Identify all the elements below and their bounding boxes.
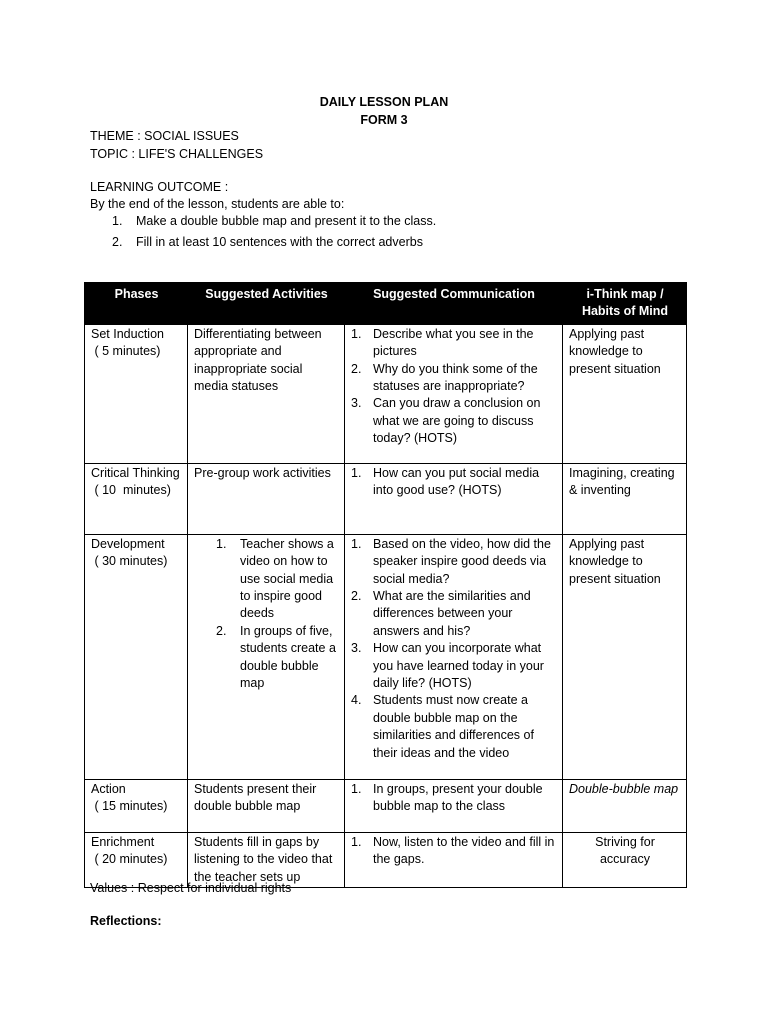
outcome-item <box>112 212 436 230</box>
communication-cell <box>345 832 563 887</box>
phase-name: Action <box>91 781 126 796</box>
phase-name: Enrichment <box>91 834 155 849</box>
values-line: Values : Respect for individual rights <box>90 881 292 895</box>
phase-cell <box>85 779 188 832</box>
table-row <box>85 534 687 779</box>
list-item <box>194 623 339 693</box>
header-activities: Suggested Activities <box>188 283 345 325</box>
phase-cell <box>85 534 188 779</box>
header-phases: Phases <box>85 283 188 325</box>
learning-outcome-intro: By the end of the lesson, students are able to: <box>90 197 345 211</box>
list-item <box>351 395 557 447</box>
list-number: 4. <box>351 693 362 708</box>
list-text: Can you draw a conclusion on what we are going to discuss today? (HOTS) <box>373 396 541 446</box>
list-item <box>194 536 339 623</box>
list-text: In groups of five, students create a double bubble map <box>240 623 336 691</box>
activities-cell: Pre-group work activities <box>188 463 345 534</box>
outcome-item <box>112 233 423 251</box>
list-text: How can you incorporate what you have learned today in your daily life? (HOTS) <box>373 641 544 691</box>
list-number: 2. <box>216 623 227 638</box>
list-number: 3. <box>351 641 362 656</box>
topic-line: TOPIC : LIFE'S CHALLENGES <box>90 147 264 161</box>
phase-duration: ( 15 minutes) <box>91 799 168 814</box>
list-number: 1. <box>351 465 362 480</box>
communication-list <box>351 781 557 816</box>
communication-cell <box>345 779 563 832</box>
list-text: Why do you think some of the statuses are inappropriate? <box>373 361 538 394</box>
map-cell: Double-bubble map <box>563 779 687 832</box>
activities-cell <box>188 534 345 779</box>
outcome-item-text: Fill in at least 10 sentences with the correct adverbs <box>136 235 423 249</box>
map-cell: Applying past knowledge to present situation <box>563 534 687 779</box>
phase-duration: ( 30 minutes) <box>91 554 168 569</box>
phase-duration: ( 10 minutes) <box>91 483 171 498</box>
list-text: Students must now create a double bubble map on the similarities and differences of their ideas and the video <box>373 693 534 760</box>
theme-line: THEME : SOCIAL ISSUES <box>90 129 239 143</box>
list-text: Teacher shows a video on how to use social media to inspire good deeds <box>240 536 334 621</box>
header-communication: Suggested Communication <box>345 283 563 325</box>
communication-list <box>351 834 557 869</box>
phase-name: Development <box>91 536 165 551</box>
list-number: 1. <box>216 536 227 551</box>
table-row <box>85 779 687 832</box>
list-number: 1. <box>351 536 362 551</box>
communication-list <box>351 536 557 762</box>
communication-cell <box>345 324 563 463</box>
list-text: Now, listen to the video and fill in the gaps. <box>373 834 555 867</box>
phase-name: Set Induction <box>91 326 164 341</box>
list-text: Describe what you see in the pictures <box>373 326 534 359</box>
list-item <box>351 640 557 692</box>
list-text: In groups, present your double bubble map to the class <box>373 781 543 814</box>
list-item <box>351 781 557 816</box>
outcome-item-number: 1. <box>112 214 123 228</box>
list-number: 1. <box>351 326 362 341</box>
map-cell: Applying past knowledge to present situation <box>563 324 687 463</box>
outcome-item-text: Make a double bubble map and present it to the class. <box>136 214 437 228</box>
activities-cell: Students present their double bubble map <box>188 779 345 832</box>
list-text: What are the similarities and differences between your answers and his? <box>373 589 531 638</box>
activities-cell: Students fill in gaps by listening to the video that the teacher sets up <box>188 832 345 887</box>
list-item <box>351 536 557 588</box>
communication-list <box>351 326 557 448</box>
communication-cell <box>345 534 563 779</box>
lesson-plan-table <box>84 282 687 888</box>
phase-cell <box>85 324 188 463</box>
reflections-heading: Reflections: <box>90 914 162 928</box>
list-number: 1. <box>351 834 362 849</box>
map-cell: Imagining, creating & inventing <box>563 463 687 534</box>
header-ithink-map: i-Think map / Habits of Mind <box>563 283 687 325</box>
communication-cell <box>345 463 563 534</box>
list-number: 2. <box>351 361 362 376</box>
learning-outcome-heading: LEARNING OUTCOME : <box>90 180 229 194</box>
list-number: 1. <box>351 781 362 796</box>
list-item <box>351 326 557 361</box>
list-text: Based on the video, how did the speaker inspire good deeds via social media? <box>373 536 551 586</box>
phase-duration: ( 20 minutes) <box>91 852 168 867</box>
activities-list <box>194 536 339 693</box>
list-item <box>351 588 557 640</box>
activities-cell: Differentiating between appropriate and inappropriate social media statuses <box>188 324 345 463</box>
map-cell: Striving for accuracy <box>563 832 687 887</box>
document-form: FORM 3 <box>360 113 408 127</box>
table-row <box>85 324 687 463</box>
document-title: DAILY LESSON PLAN <box>319 95 449 109</box>
table-header-row <box>85 283 687 325</box>
table-row <box>85 463 687 534</box>
phase-name: Critical Thinking <box>91 465 180 480</box>
list-text: How can you put social media into good use? (HOTS) <box>373 465 540 498</box>
list-number: 3. <box>351 396 362 411</box>
list-item <box>351 692 557 762</box>
list-number: 2. <box>351 589 362 604</box>
phase-duration: ( 5 minutes) <box>91 344 161 359</box>
outcome-item-number: 2. <box>112 235 123 249</box>
phase-cell <box>85 463 188 534</box>
communication-list <box>351 465 557 500</box>
list-item <box>351 361 557 396</box>
list-item <box>351 465 557 500</box>
list-item <box>351 834 557 869</box>
